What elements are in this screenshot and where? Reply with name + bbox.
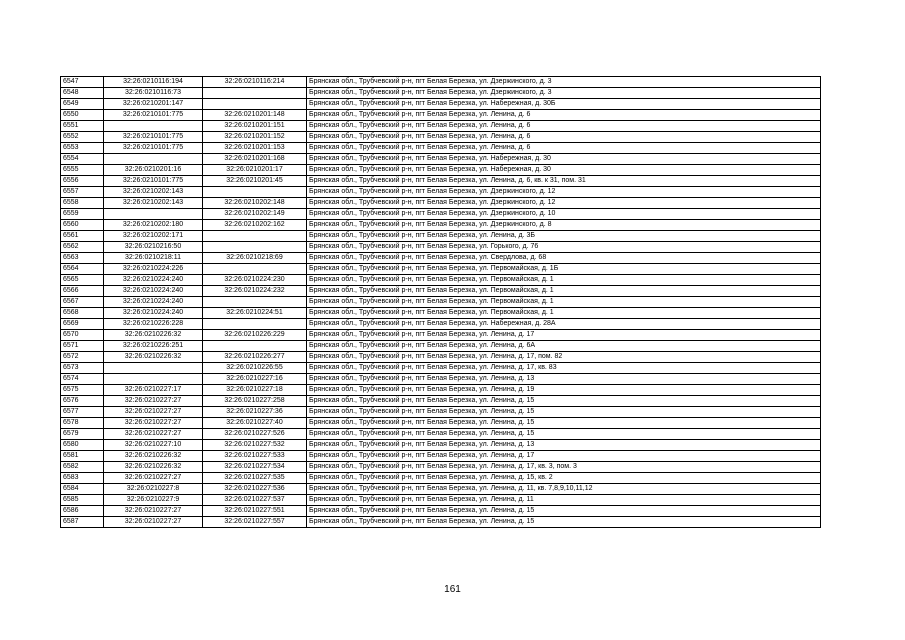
row-number-cell: 6569	[61, 319, 104, 330]
parent-cadastral-number-cell: 32:26:0210227:27	[104, 429, 203, 440]
address-cell: Брянская обл., Трубчевский р-н, пгт Белая Березка, ул. Ленина, д. 11	[307, 495, 821, 506]
parent-cadastral-number-cell: 32:26:0210227:8	[104, 484, 203, 495]
row-number-cell: 6580	[61, 440, 104, 451]
cadastral-number-cell: 32:26:0210201:153	[203, 143, 307, 154]
table-row	[61, 495, 821, 506]
address-cell: Брянская обл., Трубчевский р-н, пгт Белая Березка, ул. Ленина, д. 13	[307, 440, 821, 451]
parent-cadastral-number-cell: 32:26:0210227:27	[104, 473, 203, 484]
parent-cadastral-number-cell	[104, 363, 203, 374]
cadastral-number-cell: 32:26:0210224:230	[203, 275, 307, 286]
cadastral-number-cell: 32:26:0210201:152	[203, 132, 307, 143]
table-row	[61, 330, 821, 341]
address-cell: Брянская обл., Трубчевский р-н, пгт Белая Березка, ул. Ленина, д. 17, кв. 3, пом. 3	[307, 462, 821, 473]
table-row	[61, 176, 821, 187]
table-row	[61, 220, 821, 231]
cadastral-number-cell	[203, 88, 307, 99]
parent-cadastral-number-cell: 32:26:0210101:775	[104, 176, 203, 187]
cadastral-number-cell: 32:26:0210201:148	[203, 110, 307, 121]
table-row	[61, 308, 821, 319]
row-number-cell: 6567	[61, 297, 104, 308]
row-number-cell: 6560	[61, 220, 104, 231]
page-number: 161	[444, 584, 461, 595]
address-cell: Брянская обл., Трубчевский р-н, пгт Белая Березка, ул. Первомайская, д. 1	[307, 275, 821, 286]
row-number-cell: 6549	[61, 99, 104, 110]
parent-cadastral-number-cell: 32:26:0210202:171	[104, 231, 203, 242]
cadastral-number-cell: 32:26:0210202:149	[203, 209, 307, 220]
cadastral-number-cell: 32:26:0210227:532	[203, 440, 307, 451]
address-cell: Брянская обл., Трубчевский р-н, пгт Белая Березка, ул. Свердлова, д. 68	[307, 253, 821, 264]
address-cell: Брянская обл., Трубчевский р-н, пгт Белая Березка, ул. Первомайская, д. 1Б	[307, 264, 821, 275]
address-cell: Брянская обл., Трубчевский р-н, пгт Белая Березка, ул. Ленина, д. 6, кв. к 31, пом. 31	[307, 176, 821, 187]
table-row	[61, 363, 821, 374]
cadastral-number-cell: 32:26:0210201:17	[203, 165, 307, 176]
address-cell: Брянская обл., Трубчевский р-н, пгт Белая Березка, ул. Дзержинского, д. 12	[307, 198, 821, 209]
address-cell: Брянская обл., Трубчевский р-н, пгт Белая Березка, ул. Ленина, д. 6	[307, 121, 821, 132]
table-row	[61, 242, 821, 253]
address-cell: Брянская обл., Трубчевский р-н, пгт Белая Березка, ул. Ленина, д. 15	[307, 429, 821, 440]
address-cell: Брянская обл., Трубчевский р-н, пгт Белая Березка, ул. Ленина, д. 3Б	[307, 231, 821, 242]
table-row	[61, 407, 821, 418]
cadastral-number-cell: 32:26:0210226:55	[203, 363, 307, 374]
row-number-cell: 6577	[61, 407, 104, 418]
row-number-cell: 6586	[61, 506, 104, 517]
table-row	[61, 165, 821, 176]
table-body	[61, 77, 821, 528]
row-number-cell: 6582	[61, 462, 104, 473]
row-number-cell: 6547	[61, 77, 104, 88]
table-row	[61, 110, 821, 121]
parent-cadastral-number-cell: 32:26:0210201:16	[104, 165, 203, 176]
address-cell: Брянская обл., Трубчевский р-н, пгт Белая Березка, ул. Ленина, д. 15	[307, 517, 821, 528]
row-number-cell: 6575	[61, 385, 104, 396]
table-row	[61, 341, 821, 352]
address-cell: Брянская обл., Трубчевский р-н, пгт Белая Березка, ул. Набережная, д. 30	[307, 165, 821, 176]
table-row	[61, 132, 821, 143]
row-number-cell: 6573	[61, 363, 104, 374]
table-row	[61, 396, 821, 407]
parent-cadastral-number-cell: 32:26:0210116:194	[104, 77, 203, 88]
parent-cadastral-number-cell: 32:26:0210227:27	[104, 418, 203, 429]
address-cell: Брянская обл., Трубчевский р-н, пгт Белая Березка, ул. Дзержинского, д. 8	[307, 220, 821, 231]
row-number-cell: 6559	[61, 209, 104, 220]
cadastral-number-cell: 32:26:0210202:162	[203, 220, 307, 231]
address-cell: Брянская обл., Трубчевский р-н, пгт Белая Березка, ул. Дзержинского, д. 10	[307, 209, 821, 220]
table-row	[61, 264, 821, 275]
cadastral-number-cell	[203, 297, 307, 308]
table-row	[61, 418, 821, 429]
row-number-cell: 6574	[61, 374, 104, 385]
table-row	[61, 286, 821, 297]
table-row	[61, 231, 821, 242]
cadastral-number-cell: 32:26:0210226:277	[203, 352, 307, 363]
address-cell: Брянская обл., Трубчевский р-н, пгт Белая Березка, ул. Ленина, д. 15	[307, 407, 821, 418]
row-number-cell: 6552	[61, 132, 104, 143]
row-number-cell: 6548	[61, 88, 104, 99]
cadastral-number-cell	[203, 319, 307, 330]
row-number-cell: 6550	[61, 110, 104, 121]
parent-cadastral-number-cell: 32:26:0210202:143	[104, 187, 203, 198]
row-number-cell: 6585	[61, 495, 104, 506]
address-cell: Брянская обл., Трубчевский р-н, пгт Белая Березка, ул. Первомайская, д. 1	[307, 297, 821, 308]
cadastral-number-cell	[203, 99, 307, 110]
parent-cadastral-number-cell: 32:26:0210202:180	[104, 220, 203, 231]
row-number-cell: 6571	[61, 341, 104, 352]
table-row	[61, 385, 821, 396]
parent-cadastral-number-cell: 32:26:0210216:50	[104, 242, 203, 253]
parent-cadastral-number-cell: 32:26:0210224:240	[104, 308, 203, 319]
table-row	[61, 319, 821, 330]
parent-cadastral-number-cell: 32:26:0210227:27	[104, 506, 203, 517]
cadastral-number-cell: 32:26:0210227:16	[203, 374, 307, 385]
cadastral-number-cell: 32:26:0210218:69	[203, 253, 307, 264]
address-cell: Брянская обл., Трубчевский р-н, пгт Белая Березка, ул. Ленина, д. 17, пом. 82	[307, 352, 821, 363]
cadastral-number-cell: 32:26:0210202:148	[203, 198, 307, 209]
address-cell: Брянская обл., Трубчевский р-н, пгт Белая Березка, ул. Набережная, д. 30Б	[307, 99, 821, 110]
table-row	[61, 506, 821, 517]
address-cell: Брянская обл., Трубчевский р-н, пгт Белая Березка, ул. Первомайская, д. 1	[307, 286, 821, 297]
address-cell: Брянская обл., Трубчевский р-н, пгт Белая Березка, ул. Ленина, д. 15	[307, 396, 821, 407]
address-cell: Брянская обл., Трубчевский р-н, пгт Белая Березка, ул. Ленина, д. 17	[307, 451, 821, 462]
parent-cadastral-number-cell: 32:26:0210101:775	[104, 110, 203, 121]
row-number-cell: 6581	[61, 451, 104, 462]
cadastral-number-cell: 32:26:0210116:214	[203, 77, 307, 88]
cadastral-table	[60, 76, 821, 528]
table-row	[61, 462, 821, 473]
table-row	[61, 374, 821, 385]
row-number-cell: 6555	[61, 165, 104, 176]
parent-cadastral-number-cell	[104, 374, 203, 385]
cadastral-number-cell: 32:26:0210227:258	[203, 396, 307, 407]
cadastral-number-cell: 32:26:0210227:537	[203, 495, 307, 506]
address-cell: Брянская обл., Трубчевский р-н, пгт Белая Березка, ул. Ленина, д. 6	[307, 143, 821, 154]
table-row	[61, 440, 821, 451]
cadastral-number-cell	[203, 187, 307, 198]
parent-cadastral-number-cell	[104, 121, 203, 132]
row-number-cell: 6554	[61, 154, 104, 165]
address-cell: Брянская обл., Трубчевский р-н, пгт Белая Березка, ул. Ленина, д. 6	[307, 132, 821, 143]
parent-cadastral-number-cell	[104, 154, 203, 165]
row-number-cell: 6583	[61, 473, 104, 484]
address-cell: Брянская обл., Трубчевский р-н, пгт Белая Березка, ул. Ленина, д. 19	[307, 385, 821, 396]
cadastral-number-cell: 32:26:0210227:535	[203, 473, 307, 484]
cadastral-number-cell	[203, 242, 307, 253]
table-row	[61, 352, 821, 363]
address-cell: Брянская обл., Трубчевский р-н, пгт Белая Березка, ул. Ленина, д. 15	[307, 418, 821, 429]
table-row	[61, 77, 821, 88]
address-cell: Брянская обл., Трубчевский р-н, пгт Белая Березка, ул. Горького, д. 76	[307, 242, 821, 253]
table-row	[61, 88, 821, 99]
parent-cadastral-number-cell: 32:26:0210202:143	[104, 198, 203, 209]
address-cell: Брянская обл., Трубчевский р-н, пгт Белая Березка, ул. Ленина, д. 15, кв. 2	[307, 473, 821, 484]
parent-cadastral-number-cell: 32:26:0210226:32	[104, 451, 203, 462]
row-number-cell: 6576	[61, 396, 104, 407]
cadastral-number-cell	[203, 264, 307, 275]
address-cell: Брянская обл., Трубчевский р-н, пгт Белая Березка, ул. Ленина, д. 15	[307, 506, 821, 517]
cadastral-number-cell: 32:26:0210201:168	[203, 154, 307, 165]
table-row	[61, 209, 821, 220]
parent-cadastral-number-cell: 32:26:0210226:32	[104, 352, 203, 363]
row-number-cell: 6564	[61, 264, 104, 275]
cadastral-number-cell: 32:26:0210227:534	[203, 462, 307, 473]
cadastral-number-cell: 32:26:0210201:45	[203, 176, 307, 187]
table-row	[61, 484, 821, 495]
table-row	[61, 473, 821, 484]
cadastral-number-cell: 32:26:0210227:526	[203, 429, 307, 440]
address-cell: Брянская обл., Трубчевский р-н, пгт Белая Березка, ул. Ленина, д. 13	[307, 374, 821, 385]
row-number-cell: 6572	[61, 352, 104, 363]
table-row	[61, 517, 821, 528]
parent-cadastral-number-cell: 32:26:0210224:240	[104, 297, 203, 308]
row-number-cell: 6551	[61, 121, 104, 132]
parent-cadastral-number-cell: 32:26:0210226:32	[104, 330, 203, 341]
row-number-cell: 6578	[61, 418, 104, 429]
address-cell: Брянская обл., Трубчевский р-н, пгт Белая Березка, ул. Дзержинского, д. 3	[307, 88, 821, 99]
row-number-cell: 6587	[61, 517, 104, 528]
table-row	[61, 253, 821, 264]
address-cell: Брянская обл., Трубчевский р-н, пгт Белая Березка, ул. Дзержинского, д. 3	[307, 77, 821, 88]
parent-cadastral-number-cell: 32:26:0210226:251	[104, 341, 203, 352]
cadastral-number-cell: 32:26:0210227:551	[203, 506, 307, 517]
address-cell: Брянская обл., Трубчевский р-н, пгт Белая Березка, ул. Ленина, д. 11, кв. 7,8,9,10,11,12	[307, 484, 821, 495]
address-cell: Брянская обл., Трубчевский р-н, пгт Белая Березка, ул. Ленина, д. 6А	[307, 341, 821, 352]
cadastral-number-cell: 32:26:0210227:557	[203, 517, 307, 528]
parent-cadastral-number-cell: 32:26:0210224:226	[104, 264, 203, 275]
parent-cadastral-number-cell: 32:26:0210227:27	[104, 396, 203, 407]
parent-cadastral-number-cell: 32:26:0210201:147	[104, 99, 203, 110]
address-cell: Брянская обл., Трубчевский р-н, пгт Белая Березка, ул. Дзержинского, д. 12	[307, 187, 821, 198]
row-number-cell: 6557	[61, 187, 104, 198]
table-row	[61, 297, 821, 308]
parent-cadastral-number-cell: 32:26:0210224:240	[104, 286, 203, 297]
parent-cadastral-number-cell: 32:26:0210226:228	[104, 319, 203, 330]
parent-cadastral-number-cell: 32:26:0210226:32	[104, 462, 203, 473]
table-row	[61, 121, 821, 132]
cadastral-number-cell: 32:26:0210226:229	[203, 330, 307, 341]
row-number-cell: 6562	[61, 242, 104, 253]
cadastral-number-cell: 32:26:0210227:40	[203, 418, 307, 429]
parent-cadastral-number-cell: 32:26:0210101:775	[104, 132, 203, 143]
address-cell: Брянская обл., Трубчевский р-н, пгт Белая Березка, ул. Ленина, д. 17, кв. 83	[307, 363, 821, 374]
table-row	[61, 99, 821, 110]
row-number-cell: 6568	[61, 308, 104, 319]
row-number-cell: 6558	[61, 198, 104, 209]
parent-cadastral-number-cell: 32:26:0210227:27	[104, 407, 203, 418]
row-number-cell: 6565	[61, 275, 104, 286]
row-number-cell: 6570	[61, 330, 104, 341]
table-row	[61, 275, 821, 286]
parent-cadastral-number-cell: 32:26:0210224:240	[104, 275, 203, 286]
cadastral-number-cell: 32:26:0210227:36	[203, 407, 307, 418]
parent-cadastral-number-cell: 32:26:0210218:11	[104, 253, 203, 264]
address-cell: Брянская обл., Трубчевский р-н, пгт Белая Березка, ул. Ленина, д. 6	[307, 110, 821, 121]
parent-cadastral-number-cell	[104, 209, 203, 220]
cadastral-number-cell: 32:26:0210227:18	[203, 385, 307, 396]
row-number-cell: 6563	[61, 253, 104, 264]
table-row	[61, 198, 821, 209]
cadastral-number-cell: 32:26:0210224:51	[203, 308, 307, 319]
cadastral-number-cell: 32:26:0210201:151	[203, 121, 307, 132]
parent-cadastral-number-cell: 32:26:0210116:73	[104, 88, 203, 99]
row-number-cell: 6553	[61, 143, 104, 154]
row-number-cell: 6584	[61, 484, 104, 495]
cadastral-number-cell: 32:26:0210224:232	[203, 286, 307, 297]
row-number-cell: 6566	[61, 286, 104, 297]
address-cell: Брянская обл., Трубчевский р-н, пгт Белая Березка, ул. Ленина, д. 17	[307, 330, 821, 341]
address-cell: Брянская обл., Трубчевский р-н, пгт Белая Березка, ул. Набережная, д. 30	[307, 154, 821, 165]
parent-cadastral-number-cell: 32:26:0210227:27	[104, 517, 203, 528]
table-row	[61, 451, 821, 462]
cadastral-number-cell	[203, 231, 307, 242]
row-number-cell: 6561	[61, 231, 104, 242]
parent-cadastral-number-cell: 32:26:0210227:10	[104, 440, 203, 451]
table-row	[61, 429, 821, 440]
table-row	[61, 187, 821, 198]
parent-cadastral-number-cell: 32:26:0210227:17	[104, 385, 203, 396]
row-number-cell: 6579	[61, 429, 104, 440]
cadastral-number-cell	[203, 341, 307, 352]
address-cell: Брянская обл., Трубчевский р-н, пгт Белая Березка, ул. Набережная, д. 28А	[307, 319, 821, 330]
table-row	[61, 154, 821, 165]
cadastral-number-cell: 32:26:0210227:533	[203, 451, 307, 462]
cadastral-number-cell: 32:26:0210227:536	[203, 484, 307, 495]
table-row	[61, 143, 821, 154]
address-cell: Брянская обл., Трубчевский р-н, пгт Белая Березка, ул. Первомайская, д. 1	[307, 308, 821, 319]
row-number-cell: 6556	[61, 176, 104, 187]
parent-cadastral-number-cell: 32:26:0210101:775	[104, 143, 203, 154]
parent-cadastral-number-cell: 32:26:0210227:9	[104, 495, 203, 506]
